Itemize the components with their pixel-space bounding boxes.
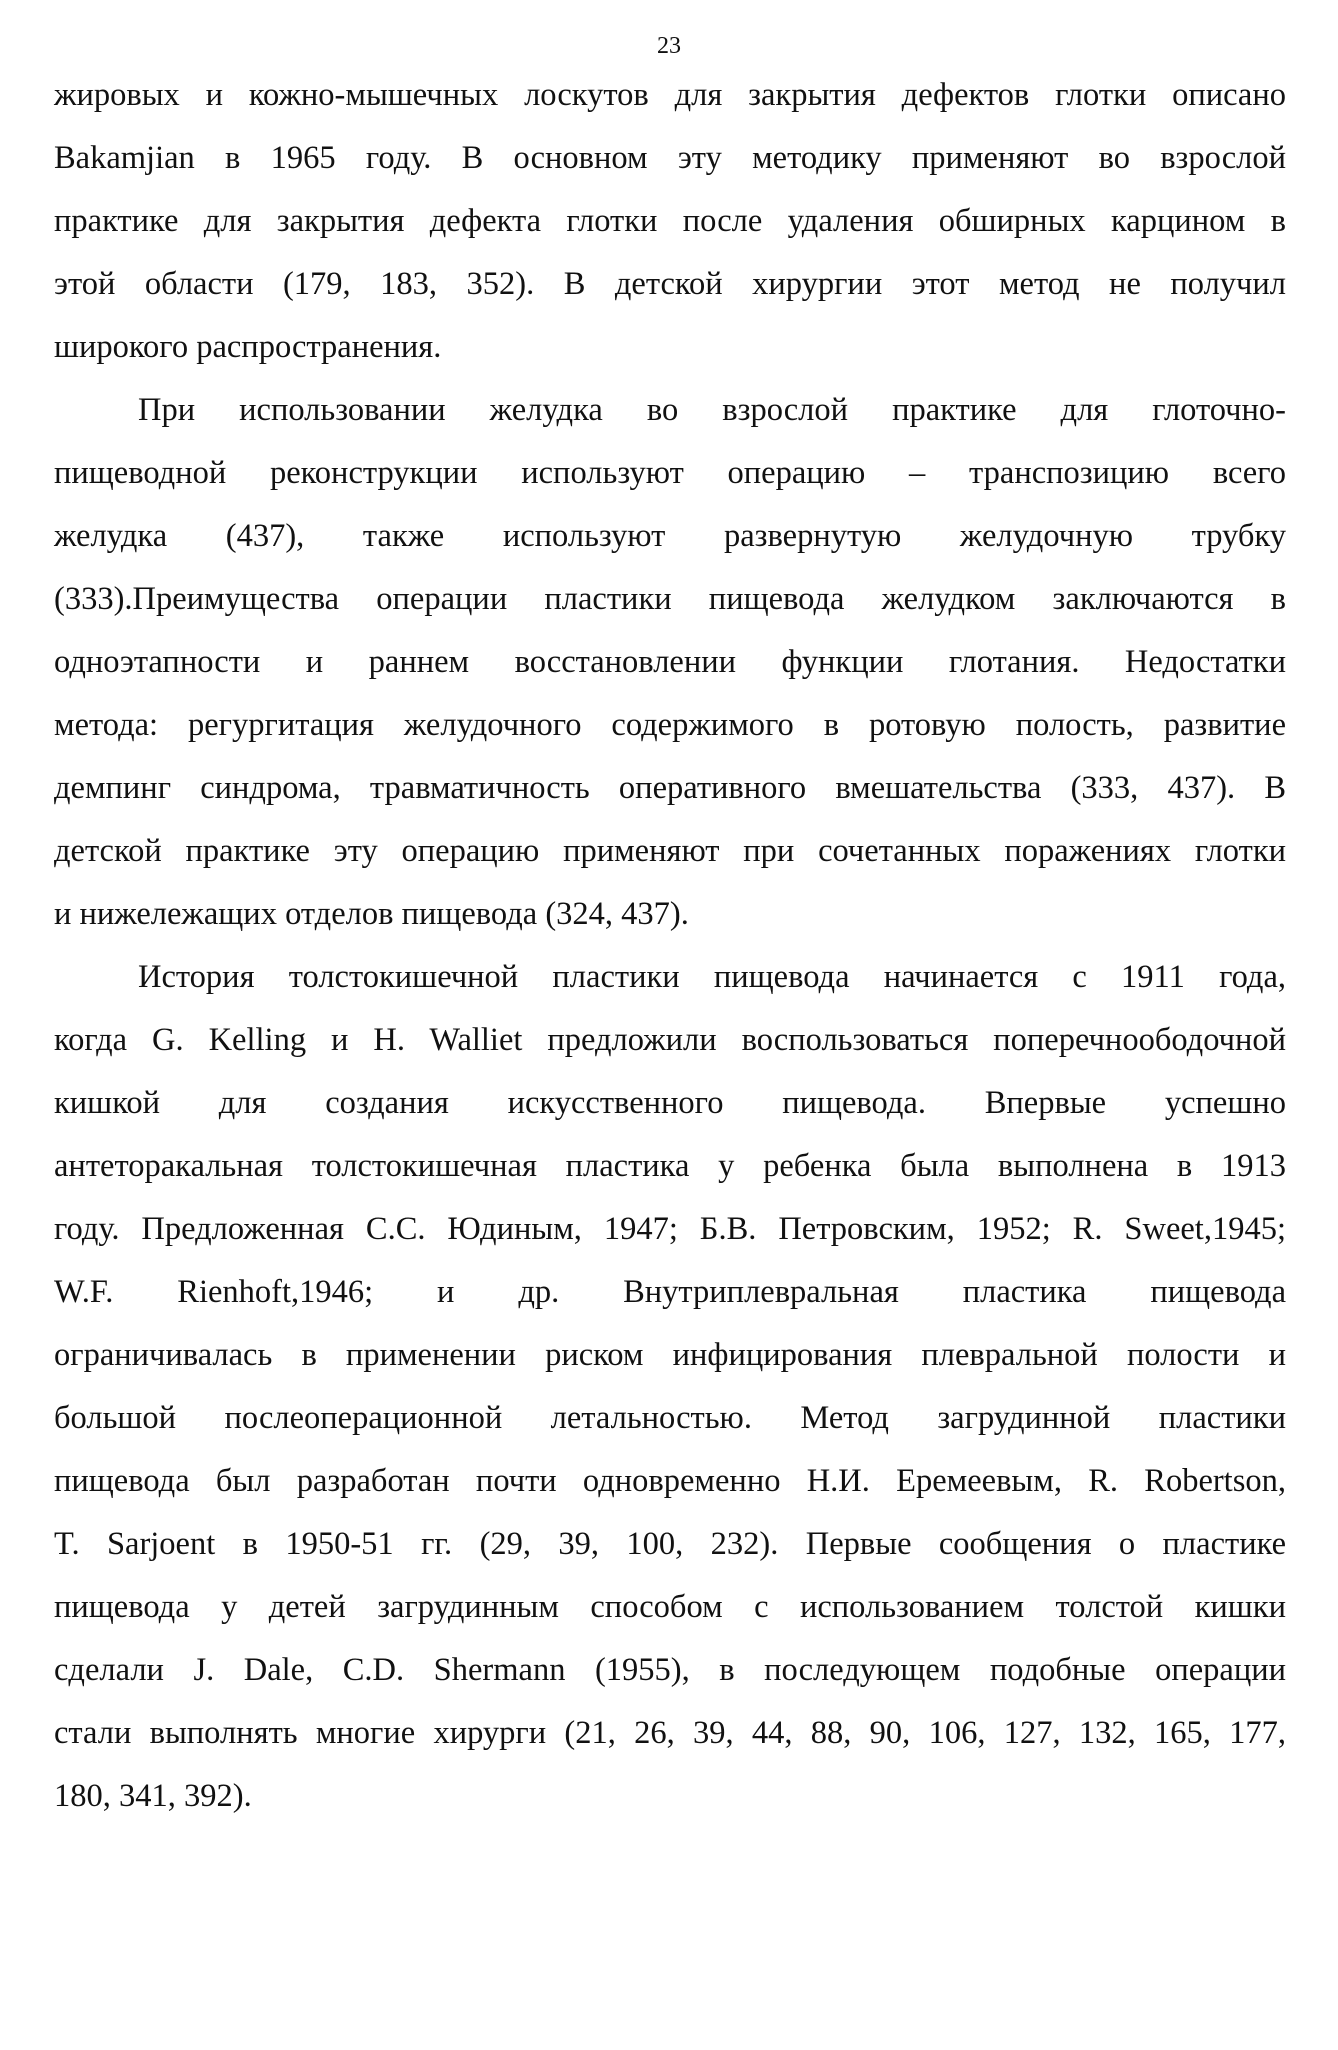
text-line: W.F. Rienhoft,1946; и др. Внутриплевральная пластика пищевода	[54, 1274, 1286, 1310]
text-line: антеторакальная толстокишечная пластика у ребенка была выполнена в 1913	[54, 1148, 1286, 1184]
text-line: году. Предложенная С.С. Юдиным, 1947; Б.В. Петровским, 1952; R. Sweet,1945;	[54, 1211, 1286, 1247]
body-text	[54, 64, 1286, 1828]
paragraph	[54, 946, 1286, 1828]
page-number: 23	[657, 33, 681, 59]
text-line: желудка (437), также используют развернутую желудочную трубку	[54, 518, 1286, 554]
text-line: кишкой для создания искусственного пищевода. Впервые успешно	[54, 1085, 1286, 1121]
text-line: метода: регургитация желудочного содержимого в ротовую полость, развитие	[54, 707, 1286, 743]
text-line: одноэтапности и раннем восстановлении функции глотания. Недостатки	[54, 644, 1286, 680]
text-line: ограничивалась в применении риском инфицирования плевральной полости и	[54, 1337, 1286, 1373]
text-line: сделали J. Dale, C.D. Shermann (1955), в последующем подобные операции	[54, 1652, 1286, 1688]
text-line: практике для закрытия дефекта глотки после удаления обширных карцином в	[54, 203, 1286, 239]
text-line: пищеводной реконструкции используют операцию – транспозицию всего	[54, 455, 1286, 491]
text-line: При использовании желудка во взрослой практике для глоточно-	[138, 392, 1286, 428]
text-line: демпинг синдрома, травматичность оперативного вмешательства (333, 437). В	[54, 770, 1286, 806]
paragraph	[54, 64, 1286, 379]
text-line: T. Sarjoent в 1950-51 гг. (29, 39, 100, 232). Первые сообщения о пластике	[54, 1526, 1286, 1562]
text-line: детской практике эту операцию применяют при сочетанных поражениях глотки	[54, 833, 1286, 869]
text-line: широкого распространения.	[54, 329, 442, 365]
text-line: пищевода у детей загрудинным способом с использованием толстой кишки	[54, 1589, 1286, 1625]
text-line: История толстокишечной пластики пищевода начинается с 1911 года,	[138, 959, 1286, 995]
paragraph	[54, 379, 1286, 946]
text-line: когда G. Kelling и H. Walliet предложили воспользоваться поперечноободочной	[54, 1022, 1286, 1058]
text-line: жировых и кожно-мышечных лоскутов для закрытия дефектов глотки описано	[54, 77, 1286, 113]
text-line: большой послеоперационной летальностью. Метод загрудинной пластики	[54, 1400, 1286, 1436]
text-line: 180, 341, 392).	[54, 1778, 252, 1814]
text-line: (333).Преимущества операции пластики пищевода желудком заключаются в	[54, 581, 1286, 617]
text-line: этой области (179, 183, 352). В детской хирургии этот метод не получил	[54, 266, 1286, 302]
text-line: пищевода был разработан почти одновременно Н.И. Еремеевым, R. Robertson,	[54, 1463, 1286, 1499]
text-line: Bakamjian в 1965 году. В основном эту методику применяют во взрослой	[54, 140, 1286, 176]
text-line: и нижележащих отделов пищевода (324, 437).	[54, 896, 689, 932]
text-line: стали выполнять многие хирурги (21, 26, 39, 44, 88, 90, 106, 127, 132, 165, 177,	[54, 1715, 1286, 1751]
